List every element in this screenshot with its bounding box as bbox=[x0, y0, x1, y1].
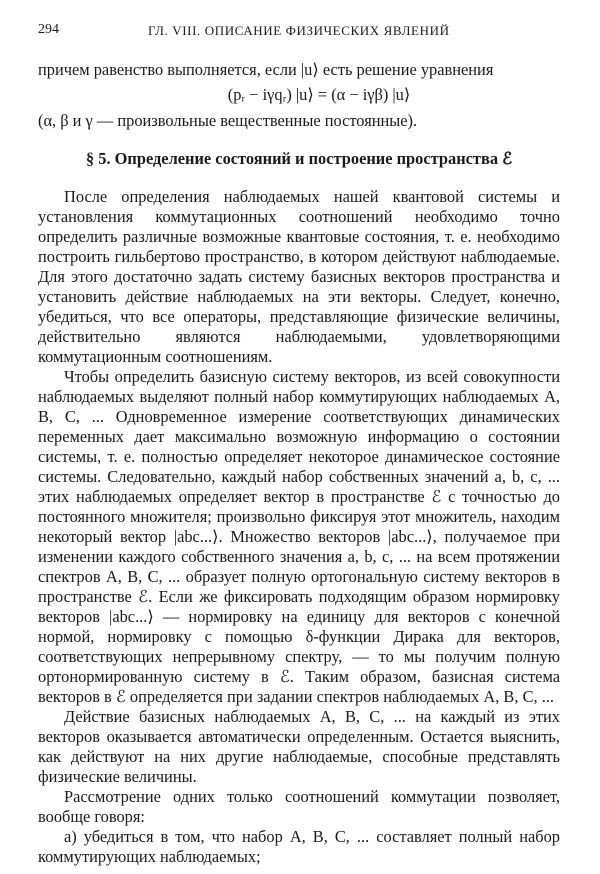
paragraph-3: Действие базисных наблюдаемых A, B, C, ... на каждый из этих векторов оказывается автоматически определенным. Остается выяснить, как действуют на них другие наблюдаемые, способные представлять физические величины. bbox=[38, 707, 560, 786]
page-header bbox=[38, 22, 560, 44]
section-heading: § 5. Определение состояний и построение пространства ℰ bbox=[85, 149, 513, 168]
equation: (pᵣ − iγqᵣ) |u⟩ = (α − iγβ) |u⟩ bbox=[227, 85, 411, 104]
paragraph-1: После определения наблюдаемых нашей квантовой системы и установления коммутационных соотношений необходимо точно определить различные возможные квантовые состояния, т. е. необходимо построить гильбертово пространство, в котором действуют наблюдаемые. Для этого достаточно задать систему базисных векторов пространства и установить действие наблюдаемых на эти векторы. Следует, конечно, убедиться, что все операторы, представляющие физические величины, действительно являются наблюдаемыми, удовлетворяющими коммутационным соотношениям. bbox=[38, 187, 560, 366]
intro-after: (α, β и γ — произвольные вещественные постоянные). bbox=[38, 111, 418, 130]
page-body bbox=[38, 60, 560, 867]
intro-line: причем равенство выполняется, если |u⟩ есть решение уравнения bbox=[38, 60, 494, 79]
paragraph-5: а) убедиться в том, что набор A, B, C, ... составляет полный набор коммутирующих наблюдаемых; bbox=[38, 827, 560, 866]
page-number: 294 bbox=[38, 22, 59, 37]
running-title: ГЛ. VIII. ОПИСАНИЕ ФИЗИЧЕСКИХ ЯВЛЕНИЙ bbox=[148, 23, 450, 38]
paragraph-4: Рассмотрение одних только соотношений коммутации позволяет, вообще говоря: bbox=[38, 787, 560, 826]
paragraph-2: Чтобы определить базисную систему векторов, из всей совокупности наблюдаемых выделяют полный набор коммутирующих наблюдаемых A, B, C, ... Одновременное измерение соответствующих динамических переменных дает максимально возможную информацию о состоянии системы, т. е. полностью определяет некоторое динамическое состояние системы. Следовательно, каждый набор собственных значений a, b, c, ... этих наблюдаемых определяет вектор в пространстве ℰ с точностью до постоянного множителя; произвольно фиксируя этот множитель, находим некоторый вектор |abc...⟩. Множество векторов |abc...⟩, получаемое при изменении каждого собственного значения a, b, c, ... на всем протяжении спектров A, B, C, ... образует полную ортогональную систему векторов в пространстве ℰ. Если же фиксировать подходящим образом нормировку векторов |abc...⟩ — нормировку на единицу для векторов с конечной нормой, нормировку с помощью δ-функции Дирака для векторов, соответствующих непрерывному спектру, — то мы получим полную ортонормированную систему в ℰ. Таким образом, базисная система векторов в ℰ определяется при задании спектров наблюдаемых A, B, C, ... bbox=[38, 367, 560, 706]
